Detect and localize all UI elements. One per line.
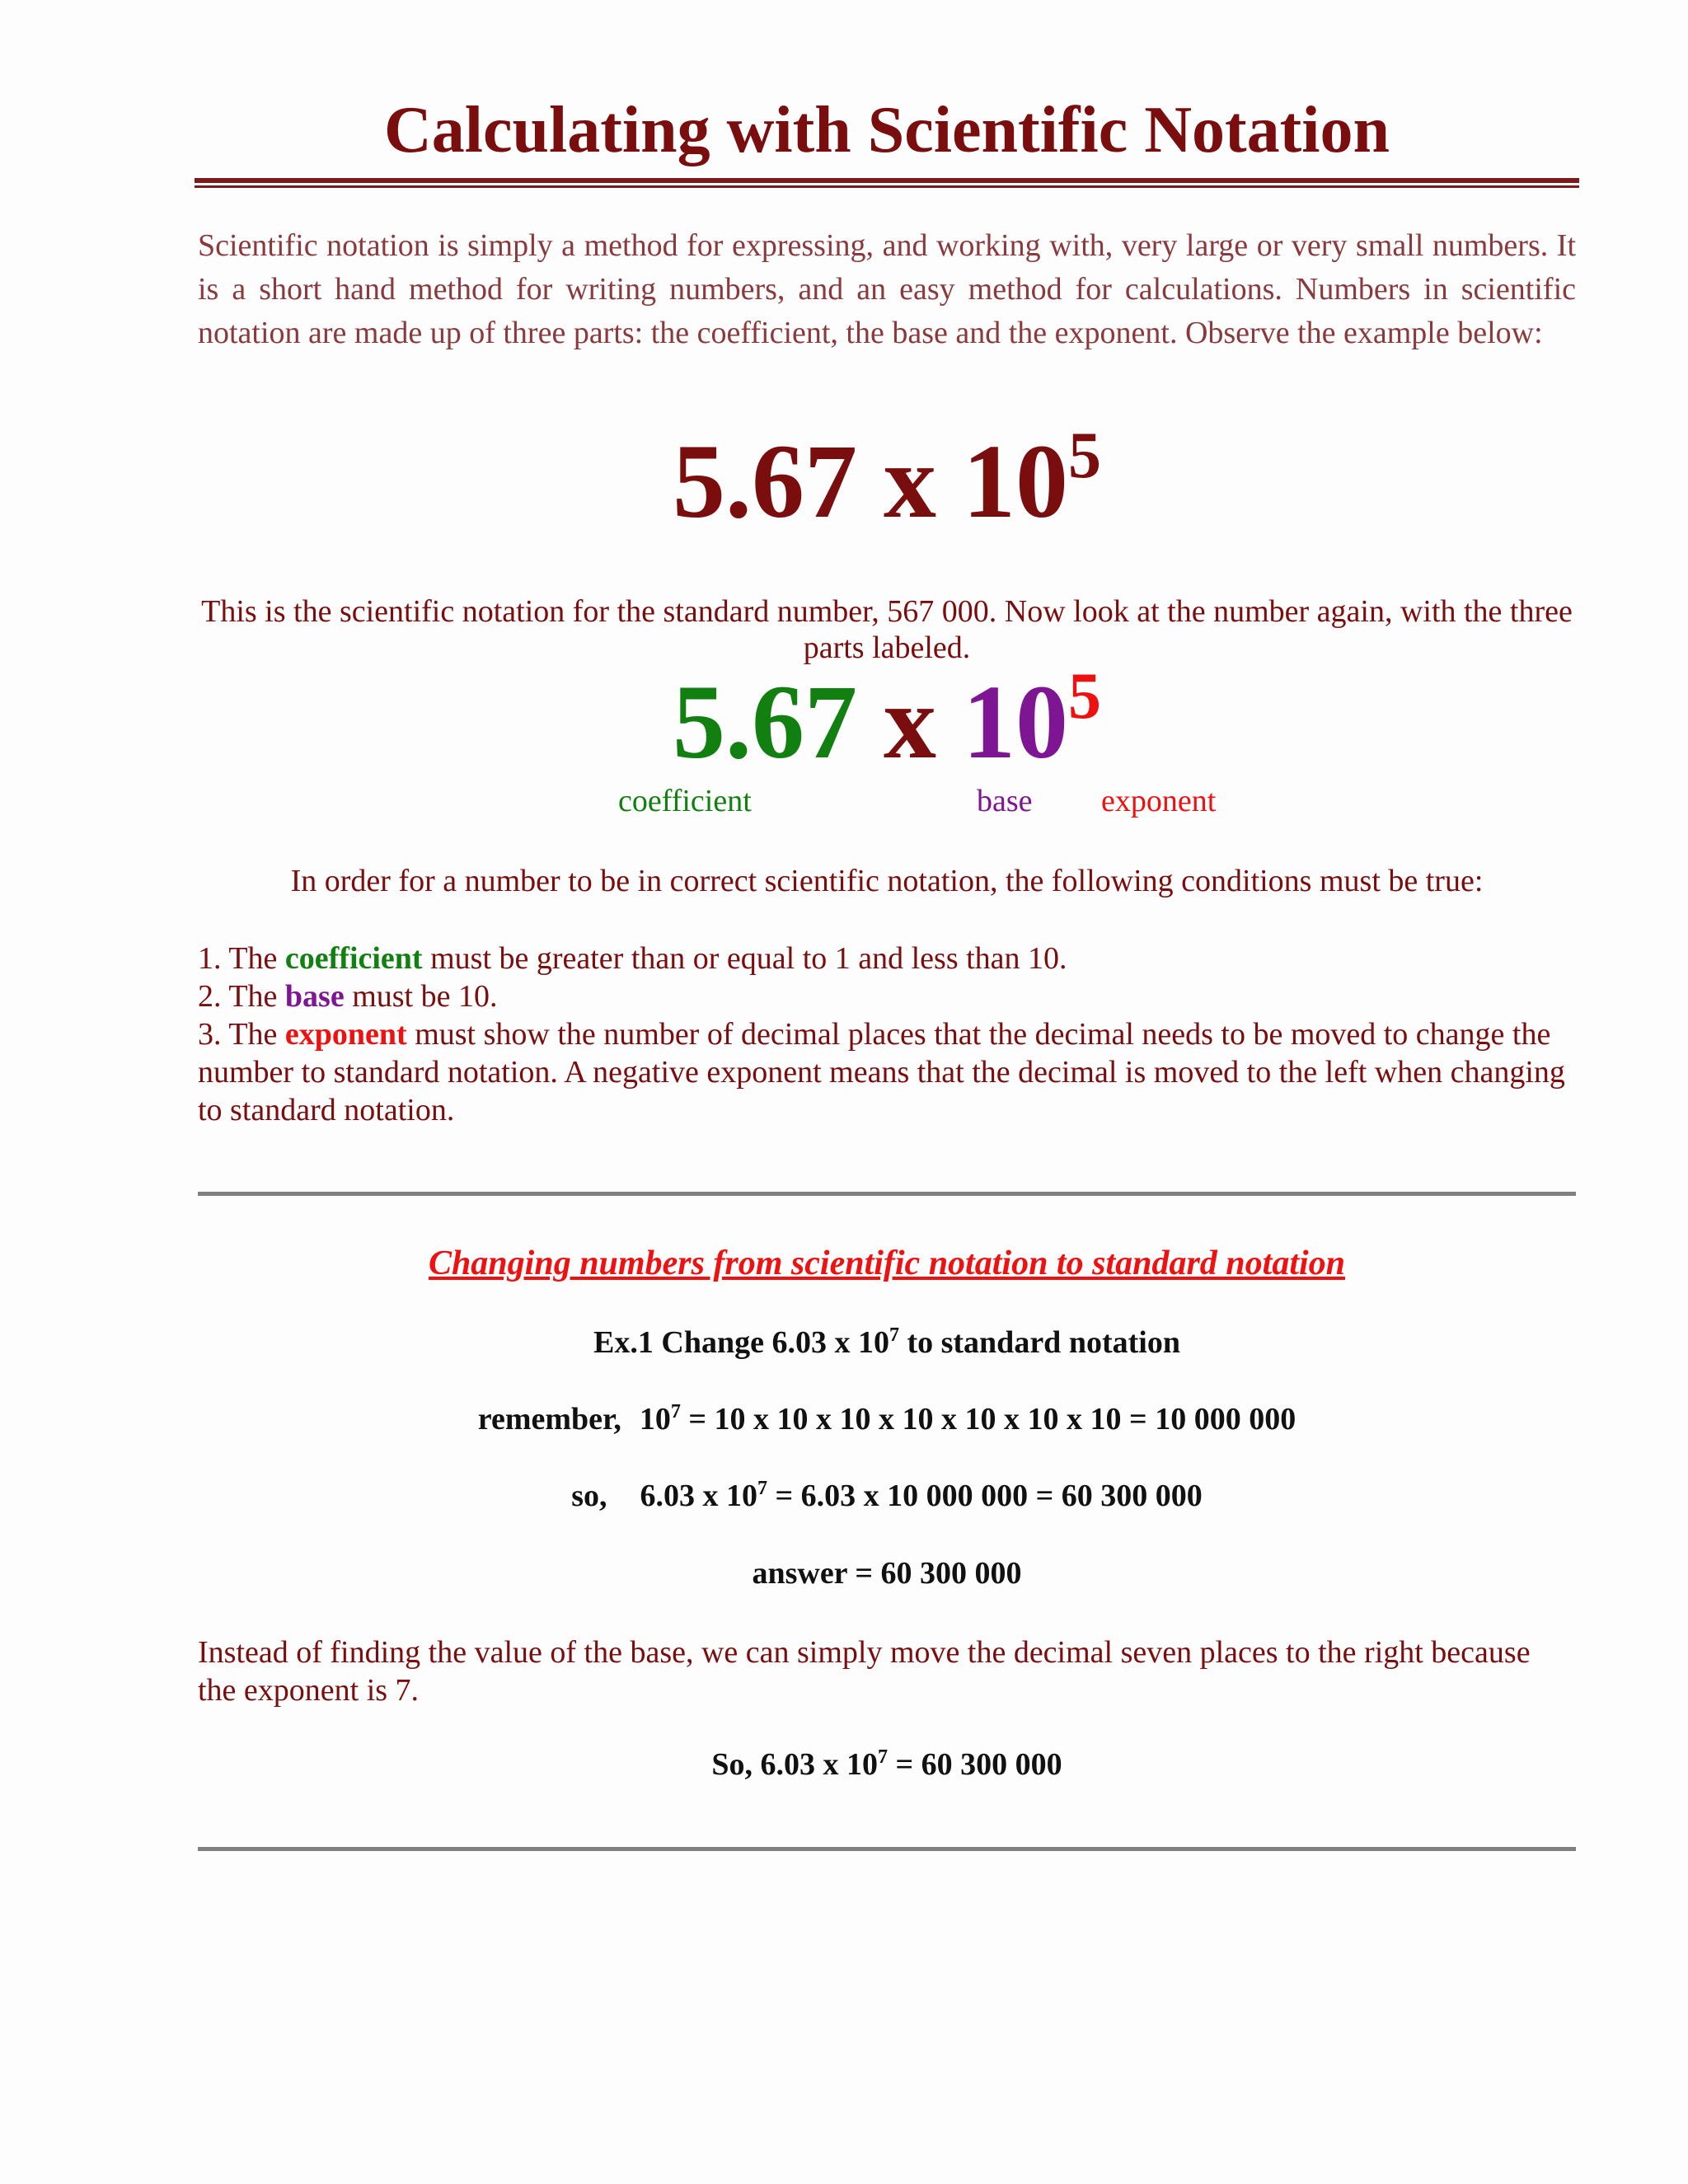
- condition-item: [198, 940, 1576, 977]
- so-base: 6.03 x 10: [640, 1479, 757, 1513]
- so-label: so,: [571, 1479, 607, 1513]
- example-1-prompt: [198, 1324, 1576, 1360]
- explain-paragraph: This is the scientific notation for the standard number, 567 000. Now look at the number again, with the three parts labeled.: [201, 594, 1573, 665]
- labeled-times: x: [884, 663, 936, 780]
- labeled-exponent: 5: [1068, 660, 1101, 733]
- formula-times: x: [884, 423, 936, 540]
- condition-item: [198, 1015, 1576, 1129]
- section-heading: Changing numbers from scientific notation to standard notation: [428, 1244, 1346, 1282]
- condition-text: must be 10.: [344, 979, 498, 1014]
- labeled-base: 10: [963, 663, 1068, 780]
- label-coefficient: coefficient: [618, 784, 752, 818]
- condition-number: 1. The: [198, 941, 285, 976]
- remember-exponent: 7: [670, 1401, 681, 1422]
- formula-base: 10: [963, 423, 1068, 540]
- condition-number: 3. The: [198, 1017, 285, 1052]
- so-line: [198, 1480, 1576, 1511]
- section-divider: [198, 1192, 1576, 1196]
- ex1-text-end: to standard notation: [898, 1325, 1180, 1360]
- final-line: [198, 1746, 1576, 1782]
- final-result: = 60 300 000: [887, 1747, 1062, 1782]
- section-divider: [198, 1847, 1576, 1851]
- remember-label: remember,: [477, 1402, 621, 1436]
- label-base: base: [977, 784, 1033, 818]
- answer-line: answer = 60 300 000: [752, 1556, 1022, 1591]
- final-base: So, 6.03 x 10: [711, 1747, 878, 1782]
- so-exponent: 7: [757, 1478, 767, 1499]
- label-exponent: exponent: [1101, 784, 1217, 818]
- ex1-exponent: 7: [889, 1324, 899, 1346]
- so-result: = 6.03 x 10 000 000 = 60 300 000: [767, 1479, 1203, 1513]
- ex1-text: Ex.1 Change 6.03 x 10: [593, 1325, 889, 1360]
- condition-text: must show the number of decimal places that the decimal needs to be moved to change the number to standard notation. A negative exponent means that the decimal is moved to the left when changing to standard notation.: [198, 1017, 1565, 1127]
- conditions-intro: In order for a number to be in correct scientific notation, the following conditions must be true:: [290, 864, 1484, 898]
- condition-number: 2. The: [198, 979, 285, 1014]
- labeled-formula: [198, 660, 1576, 780]
- intro-paragraph: Scientific notation is simply a method for expressing, and working with, very large or very small numbers. It is a short hand method for writing numbers, and an easy method for calculations. Numbers in scientific notation are made up of three parts: the coefficient, the base and the exponent. Observe the example below:: [198, 228, 1576, 350]
- title-divider-thin: [195, 185, 1579, 188]
- remember-expansion: = 10 x 10 x 10 x 10 x 10 x 10 x 10 = 10 000 000: [680, 1402, 1296, 1436]
- formula-exponent: 5: [1068, 419, 1101, 492]
- example-formula: [198, 419, 1576, 540]
- title-divider: [195, 178, 1579, 183]
- remember-line: [198, 1401, 1576, 1436]
- shortcut-paragraph: Instead of finding the value of the base, we can simply move the decimal seven places to the right because the exponent is 7.: [198, 1635, 1531, 1708]
- labeled-coefficient: 5.67: [673, 663, 857, 780]
- condition-item: [198, 977, 1576, 1015]
- condition-keyword-base: base: [284, 979, 345, 1014]
- final-exponent: 7: [877, 1746, 888, 1768]
- condition-text: must be greater than or equal to 1 and less than 10.: [422, 941, 1067, 976]
- remember-base: 10: [639, 1402, 671, 1436]
- page-title: Calculating with Scientific Notation: [384, 94, 1390, 166]
- conditions-list: [198, 940, 1576, 1129]
- condition-keyword-exponent: exponent: [284, 1017, 407, 1052]
- condition-keyword-coefficient: coefficient: [284, 941, 423, 976]
- formula-coefficient: 5.67: [673, 423, 857, 540]
